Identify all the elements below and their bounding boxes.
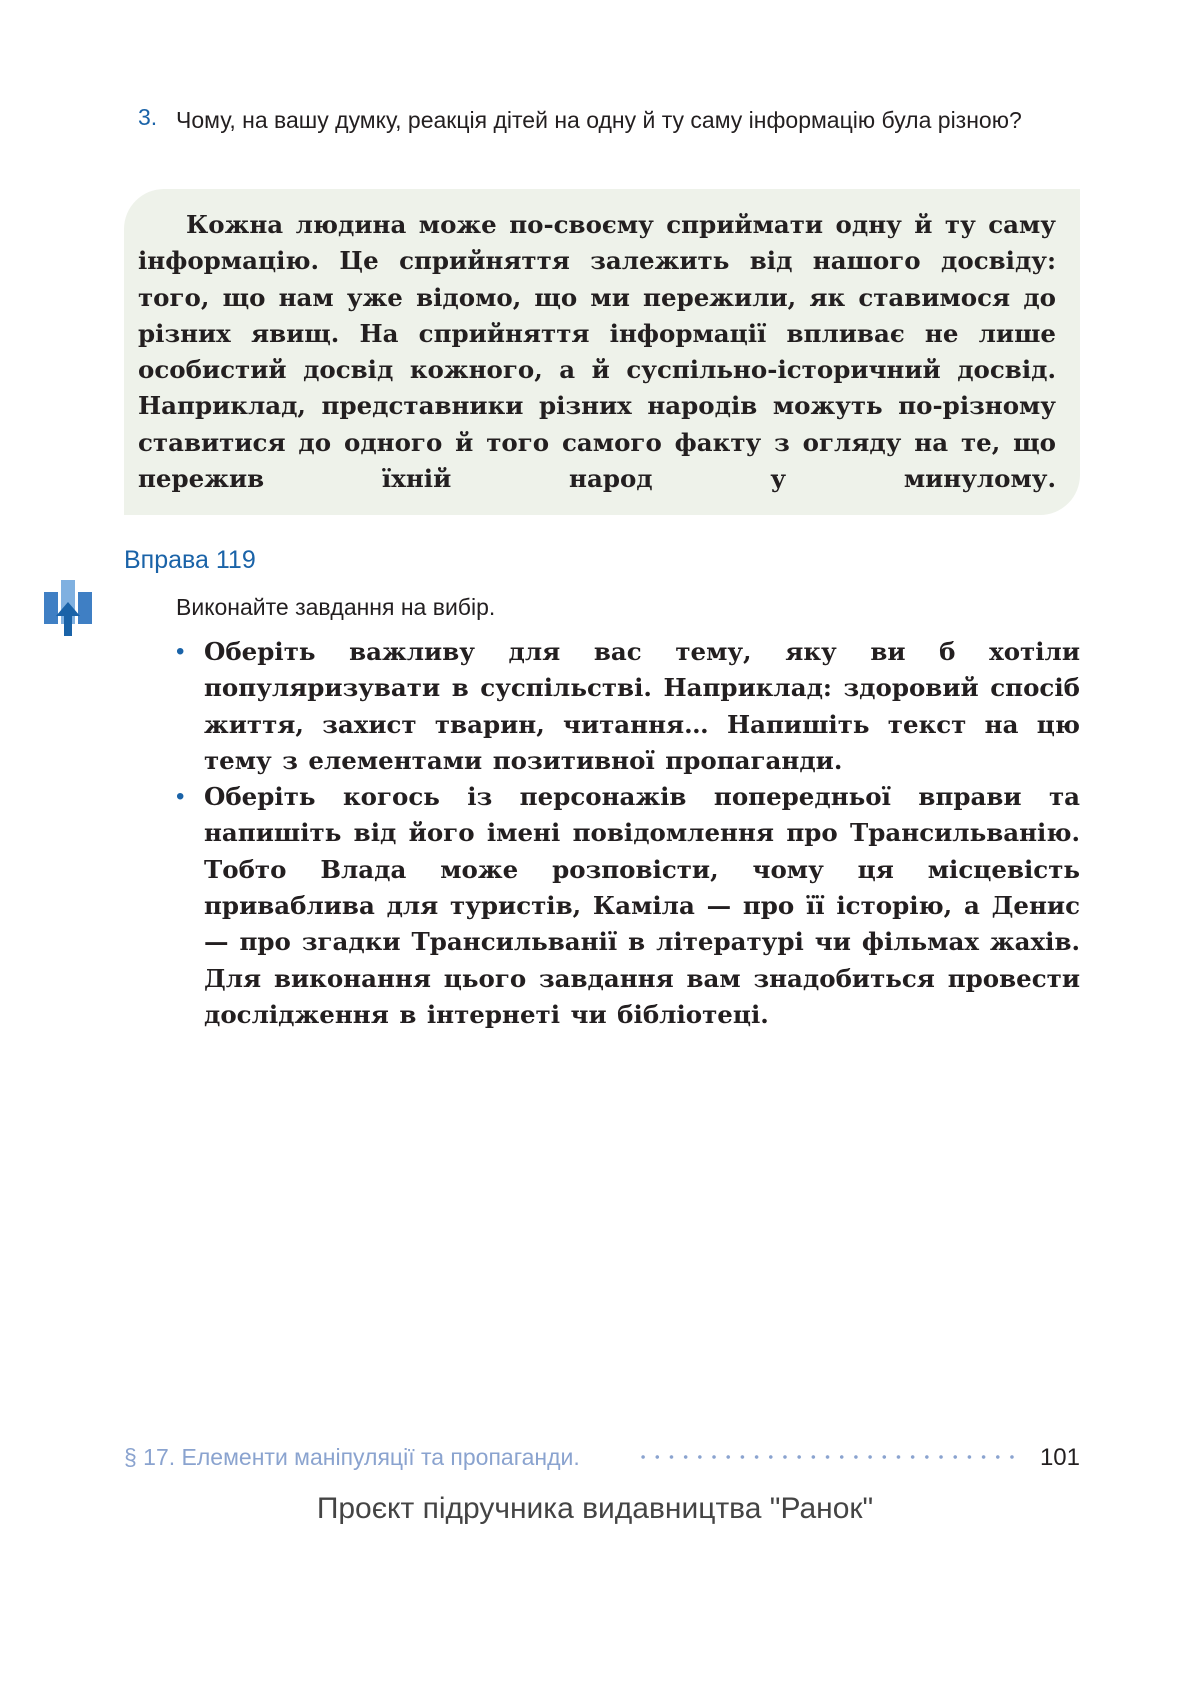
question-text: Чому, на вашу думку, реакція дітей на одну й ту саму інформацію була різною? (176, 107, 1022, 133)
bullet-text: Оберіть важливу для вас тему, яку ви б хотіли популяризувати в суспільстві. Наприклад: здоровий спосіб життя, захист тварин, читання… Напишіть текст на цю тему з елементами позитивної пропаганди. (204, 637, 1080, 775)
footer-dot-leader (636, 1454, 1016, 1460)
page-footer (124, 1444, 1080, 1478)
list-item (176, 634, 1080, 779)
answer-text: Кожна людина може по-своєму сприймати одну й ту саму інформацію. Це сприйняття залежить від нашого досвіду: того, що нам уже відомо, що ми пережили, як ставимося до різних явищ. На сприйняття інформації впливає не лише особистий досвід кожного, а й суспільно-історичний досвід. Наприклад, представники різних народів можуть по-різному ставитися до одного й того самого факту з огляду на те, що пережив їхній народ у минулому. (138, 210, 1056, 494)
bullet-text: Оберіть когось із персонажів попередньої вправи та напишіть від його імені повідомлення про Трансильванію. Тобто Влада може розповісти, чому ця місцевість приваблива для туристів, Каміла — про її історію, а Денис — про згадки Трансильванії в літературі чи фільмах жахів. Для виконання цього завдання вам знадобиться провести дослідження в інтернеті чи бібліотеці. (204, 782, 1080, 1029)
watermark-caption: Проєкт підручника видавництва "Ранок" (316, 1492, 874, 1525)
exercise-level-arrow-icon (44, 580, 102, 646)
footer-section-title: § 17. Елементи маніпуляції та пропаганди. (124, 1444, 580, 1470)
question-3 (138, 104, 1080, 137)
answer-box (124, 189, 1080, 515)
bullet-icon: • (176, 783, 185, 811)
exercise-options-list (176, 634, 1080, 1033)
page-number: 101 (1039, 1444, 1080, 1471)
question-number: 3. (138, 104, 158, 130)
bullet-icon: • (176, 638, 185, 665)
exercise-title: Вправа 119 (124, 546, 256, 574)
exercise-instruction: Виконайте завдання на вибір. (176, 594, 496, 620)
list-item (176, 779, 1080, 1033)
